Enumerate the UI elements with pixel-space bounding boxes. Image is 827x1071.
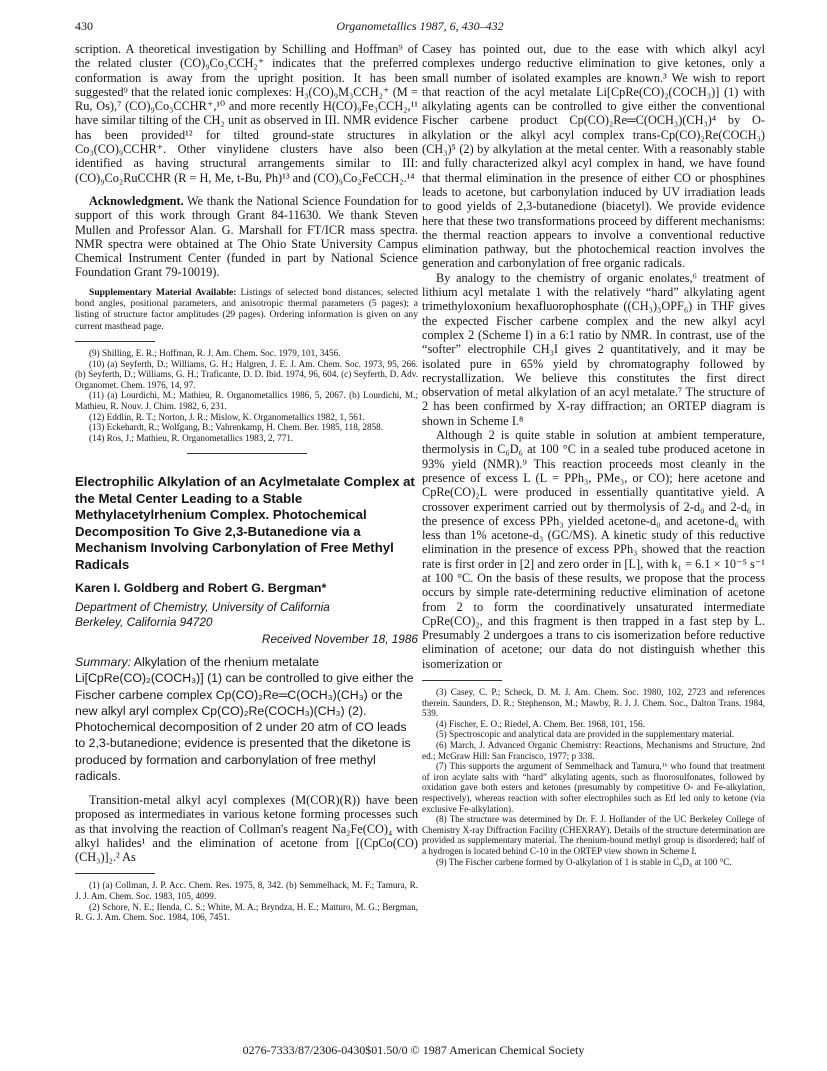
article-authors: Karen I. Goldberg and Robert G. Bergman*	[75, 581, 327, 596]
affiliation-line: Department of Chemistry, University of California	[75, 600, 330, 615]
summary-label: Summary:	[75, 655, 132, 670]
footnote: (4) Fischer, E. O.; Riedel, A. Chem. Ber. 1968, 101, 156.	[436, 718, 645, 729]
footnote: (1) (a) Collman, J. P. Acc. Chem. Res. 1975, 8, 342. (b) Semmelhack, M. F.; Tamura, R. J. J. Am. Chem. Soc. 1983, 105, 4099.	[75, 880, 418, 901]
article-separator	[187, 453, 307, 454]
supplementary-text: Listings of selected bond distances, selected bond angles, positional parameters, and anisotropic thermal parameters (5 pages); a listing of structure factor amplitudes (29 pages). Ordering information is given on any current masthead page.	[75, 286, 418, 332]
body-paragraph: Casey has pointed out, due to the ease with which alkyl acyl complexes undergo reductive elimination to give ketones, only a small number of isolated examples are known.³ We wish to report that reaction of the acyl metalate Li[CpRe(CO)₂(COCH₃)] (1) with alkylating agents can be controlled to give either the conventional Fischer carbene product Cp(CO)₂Re═C(OCH₃)(CH₃)⁴ by O-alkylation or the alkyl acyl complex trans-Cp(CO)₂Re(COCH₃)(CH₃)⁵ (2) by alkylation at the metal center. With a reasonably stable and fully characterized alkyl acyl complex in hand, we have found that thermal elimination in the presence of either CO or phosphines leads to acetone, but carbonylation induced by UV irradiation leads to good yields of 2,3-butanedione (biacetyl). We provide evidence here that these two transformations proceed by different mechanisms: the thermal reaction appears to involve a conventional reductive elimination pathway, but the photochemical reaction involves the generation and carbonylation of free organic radicals.	[422, 42, 765, 271]
continued-paragraph: scription. A theoretical investigation by Schilling and Hoffman⁹ of the related cluster (CO)₉Co₃CCH₂⁺ indicates that the preferred conformation is away from the upright position. It has been suggested⁹ that the related ionic complexes: H₃(CO)₉M₃CCH₂⁺ (M = Ru, Os),⁷ (CO)₉Co₃CCHR⁺,¹⁰ and more recently H(CO)₉Fe₃CCH₂,¹¹ have similar tilting of the CH₂ unit as observed in III. NMR evidence has been provided¹² for tilted ground-state structures in Co₃(CO)₉CCHR⁺. Other vinylidene clusters have also been identified as having structural arrangements similar to III: (CO)₉Co₂RuCCHR (R = H, Me, t-Bu, Ph)¹³ and (CO)₉Co₂FeCCH₂.¹⁴	[75, 42, 418, 185]
journal-reference: Organometallics 1987, 6, 430–432	[336, 19, 504, 33]
footnote: (14) Ros, J.; Mathieu, R. Organometallics 1983, 2, 771.	[89, 432, 294, 443]
footnote: (2) Schore, N. E.; Ilenda, C. S.; White, M. A.; Bryndza, H. E.; Matturo, M. G.; Bergman, R. G. J. Am. Chem. Soc. 1984, 106, 7451.	[75, 901, 418, 923]
introduction-paragraph: Transition-metal alkyl acyl complexes (M(COR)(R)) have been proposed as intermediates in various ketone forming processes such as that involving the reaction of Collman's reagent Na₂Fe(CO)₄ with alkyl halides¹ and the elimination of acetone from [(CpCo(CO)(CH₃)]₂.² As	[75, 792, 418, 865]
right-column	[422, 42, 765, 867]
footnote: (7) This supports the argument of Semmelhack and Tamura,¹ᵇ who found that treatment of iron acylate salts with “hard” alkylating agents, such as fluorosulfonates, followed by oxidation gave both esters and ketones (presumably by competitive O- and Fe-alkylation, respectively), whereas reaction with softer electrophiles such as EtI led only to ketone (via exclusive Fe-alkylation).	[422, 761, 765, 814]
received-date: Received November 18, 1986	[261, 632, 418, 647]
footnote: (9) Shilling, E. R.; Hoffman, R. J. Am. Chem. Soc. 1979, 101, 3456.	[89, 347, 341, 358]
footnote-rule	[75, 341, 155, 342]
footnotes-left-bottom	[75, 880, 418, 922]
footnote-rule	[75, 873, 155, 874]
affiliation	[75, 600, 418, 629]
running-head	[75, 19, 765, 35]
footnote: (3) Casey, C. P.; Scheck, D. M. J. Am. Chem. Soc. 1980, 102, 2723 and references therein. Saunders, D. R.; Stephenson, M.; Mawby, R. J. J. Chem. Soc., Dalton Trans. 1984, 539.	[422, 687, 765, 719]
footnote: (12) Eddlin, R. T.; Norton, J. R.; Mislow, K. Organometallics 1982, 1, 561.	[89, 411, 365, 422]
supplementary-material	[75, 287, 418, 332]
footnotes-left-top	[75, 348, 418, 443]
acknowledgment-text: We thank the National Science Foundation for support of this work through Grant 84-11630. We thank Steven Mullen and Professor Alan. G. Marshall for FT/ICR mass spectra. NMR spectra were obtained at The Ohio State University Campus Chemical Instrument Center (funded in part by National Science Foundation Grant 79-10019).	[75, 193, 418, 280]
page-number: 430	[75, 19, 93, 33]
footnotes-right	[422, 687, 765, 867]
body-paragraph: Although 2 is quite stable in solution at ambient temperature, thermolysis in C₆D₆ at 100 °C in a sealed tube produced acetone in 93% yield (NMR).⁹ This reaction proceeds most cleanly in the presence of excess L (L = PPh₃, PMe₃, or CO); here acetone and CpRe(CO)₂L were produced in essentially quantitative yield. A crossover experiment carried out by thermolysis of 2-d₀ and 2-d₆ in the presence of excess PPh₃ yielded acetone-d₀ and acetone-d₆ with less than 1% acetone-d₃ (GC/MS). A kinetic study of this reductive elimination in the presence of excess PPh₃ showed that the reaction rate is first order in [2] and zero order in [L], with k₁ = 6.1 × 10⁻⁵ s⁻¹ at 100 °C. On the basis of these results, we propose that the process occurs by simple rate-determining reductive elimination of acetone from 2 to form the coordinatively unsaturated intermediate CpRe(CO)₂, and this fragment is then trapped in a fast step by L. Presumably 2 undergoes a trans to cis isomerization before reductive elimination of acetone; our data do not distinguish whether this isomerization or	[422, 428, 765, 671]
affiliation-line: Berkeley, California 94720	[75, 614, 213, 629]
footnote: (5) Spectroscopic and analytical data are provided in the supplementary material.	[436, 729, 735, 740]
body-paragraph: By analogy to the chemistry of organic enolates,⁶ treatment of lithium acyl metalate 1 with the relatively “hard” alkylating agent trimethyloxonium hexafluorophosphate ((CH₃)₃OPF₆) in THF gives the expected Fischer carbene complex and the new alkyl acyl complex 2 (Scheme I) in a 6:1 ratio by NMR. In contrast, use of the “softer” electrophile CH₃I gives 2 quantitatively, and it may be isolated pure in 65% yield by chromatography followed by recrystallization. We believe this constitutes the first direct observation of metal alkylation of an acyl metalate.⁷ The structure of 2 has been confirmed by X-ray diffraction; an ORTEP diagram is shown in Scheme I.⁸	[422, 270, 765, 428]
footnote: (8) The structure was determined by Dr. F. J. Hollander of the UC Berkeley College of Chemistry X-ray Diffraction Facility (CHEXRAY). Details of the structure determination are provided as supplementary material. The rhenium-bound methyl group is disordered; half of a hydrogen is located behind C-10 in the ORTEP view shown in Scheme I.	[422, 814, 765, 856]
footnote: (11) (a) Lourdichi, M.; Mathieu, R. Organometallics 1986, 5, 2067. (b) Lourdichi, M.; Mathieu, R. Nouv. J. Chim. 1982, 6, 231.	[75, 390, 418, 411]
footnote: (6) March, J. Advanced Organic Chemistry: Reactions, Mechanisms and Structure, 2nd ed.; McGraw Hill: San Francisco, 1977; p 338.	[422, 740, 765, 761]
footnote-rule	[422, 680, 502, 681]
left-column	[75, 42, 418, 923]
footnote: (13) Eckehardt, R.; Wolfgang, B.; Vahrenkamp, H. Chem. Ber. 1985, 118, 2858.	[89, 422, 384, 433]
summary-text: Alkylation of the rhenium metalate Li[CpRe(CO)₂(COCH₃)] (1) can be controlled to give either the Fischer carbene complex Cp(CO)₂Re═C(OCH₃)(CH₃) or the new alkyl aryl complex Cp(CO)₂Re(COCH₃)(CH₃) (2). Photochemical decomposition of 2 under 20 atm of CO leads to 2,3-butanedione; evidence is presented that the diketone is produced by formation and carbonylation of free methyl radicals.	[75, 655, 414, 783]
footnote: (10) (a) Seyferth, D.; Williams, G. H.; Halgren, J. E. J. Am. Chem. Soc. 1973, 95, 266. (b) Seyferth, D.; Williams, G. H.; Traficante, D. D. Ibid. 1974, 96, 604. (c) Seyferth, D. Adv. Organomet. Chem. 1976, 14, 97.	[75, 358, 418, 390]
footnote: (9) The Fischer carbene formed by O-alkylation of 1 is stable in C₆D₆ at 100 °C.	[436, 856, 732, 867]
copyright-footer: 0276-7333/87/2306-0430$01.50/0 © 1987 American Chemical Society	[242, 1043, 585, 1057]
summary	[75, 654, 418, 784]
supplementary-heading: Supplementary Material Available:	[89, 286, 237, 298]
acknowledgment	[75, 194, 418, 280]
acknowledgment-heading: Acknowledgment.	[89, 193, 184, 208]
article-title: Electrophilic Alkylation of an Acylmetalate Complex at the Metal Center Leading to a Stable Methylacetylrhenium Complex. Photochemical Decomposition To Give 2,3-Butanedione via a Mechanism Involving Carbonylation of Free Methyl Radicals	[75, 474, 415, 572]
